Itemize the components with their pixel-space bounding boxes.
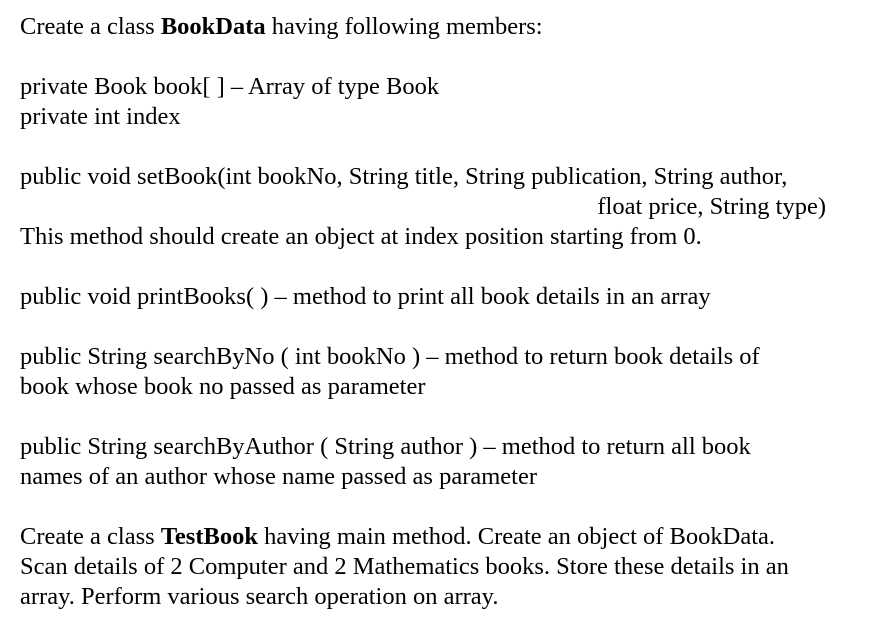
searchbyno-line1: public String searchByNo ( int bookNo ) – method to return book details of: [20, 343, 760, 370]
intro-paragraph: [20, 12, 860, 42]
searchbyno-paragraph: [20, 342, 860, 402]
setbook-signature-line2: float price, String type): [597, 193, 826, 220]
testbook-paragraph: [20, 522, 860, 612]
document-body: [20, 12, 860, 642]
searchbyauthor-paragraph: [20, 432, 860, 492]
members-paragraph: [20, 72, 860, 132]
member-book-array: private Book book[ ] – Array of type Book: [20, 73, 440, 100]
testbook-line2: Scan details of 2 Computer and 2 Mathematics books. Store these details in an: [20, 553, 789, 580]
testbook-suffix: having main method. Create an object of BookData.: [257, 523, 776, 550]
intro-prefix: Create a class: [20, 13, 161, 40]
searchbyauthor-line2: names of an author whose name passed as parameter: [20, 463, 538, 490]
searchbyno-line2: book whose book no passed as parameter: [20, 373, 426, 400]
printbooks-paragraph: [20, 282, 860, 312]
intro-suffix: having following members:: [265, 13, 543, 40]
searchbyauthor-line1: public String searchByAuthor ( String author ) – method to return all book: [20, 433, 751, 460]
setbook-description: This method should create an object at index position starting from 0.: [20, 223, 702, 250]
printbooks-line: public void printBooks( ) – method to print all book details in an array: [20, 283, 711, 310]
testbook-line1: [20, 522, 860, 552]
testbook-prefix: Create a class: [20, 523, 161, 550]
testbook-class-name: TestBook: [160, 523, 258, 550]
testbook-line3: array. Perform various search operation on array.: [20, 583, 499, 610]
member-index: private int index: [20, 103, 181, 130]
setbook-paragraph: [20, 162, 860, 252]
bookdata-class-name: BookData: [160, 13, 266, 40]
setbook-signature-line1: public void setBook(int bookNo, String title, String publication, String author,: [20, 163, 788, 190]
intro-line: [20, 12, 860, 42]
